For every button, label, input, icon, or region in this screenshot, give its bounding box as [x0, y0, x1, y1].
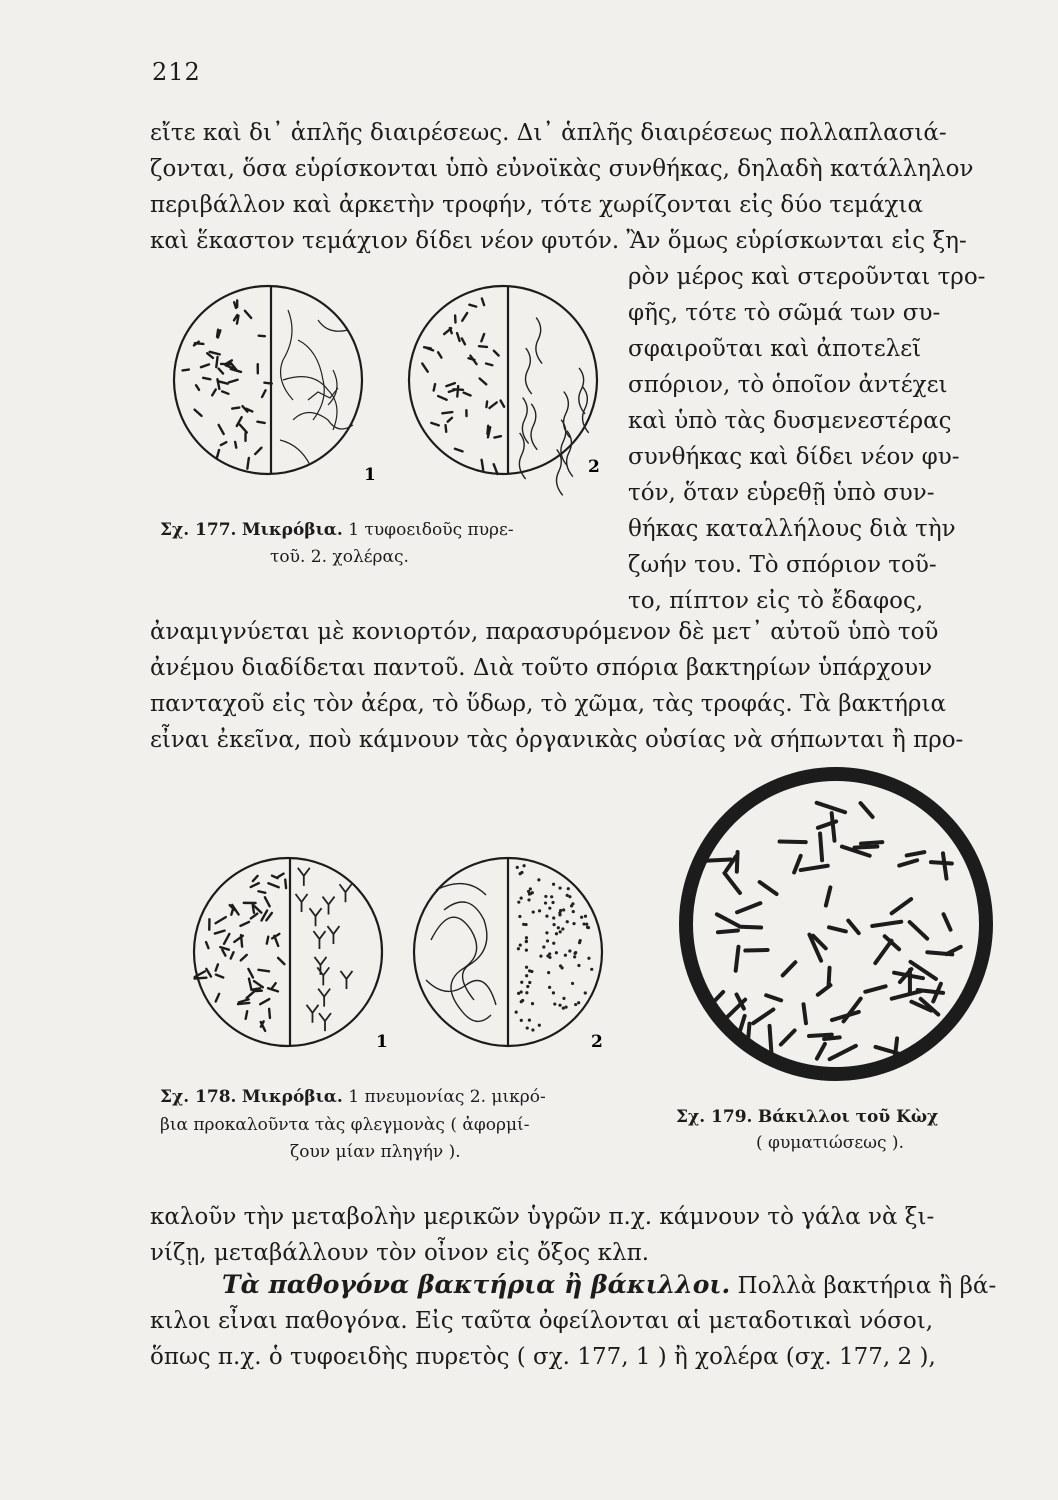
bacillus-mark — [717, 914, 739, 926]
coccus-dot — [585, 923, 588, 926]
coccus-dot — [577, 1001, 580, 1004]
diplococcus-mark — [340, 971, 352, 989]
coccus-dot — [532, 910, 535, 913]
figure-177-caption-line-2: τοῦ. 2. χολέρας. — [270, 547, 409, 567]
bacillus-mark — [865, 986, 885, 991]
bacillus-mark — [820, 833, 822, 860]
side-text-line: σφαιροῦται καὶ ἀποτελεῖ — [628, 336, 922, 362]
bacillus-mark — [486, 363, 492, 365]
bacillus-mark — [481, 334, 484, 341]
bacillus-mark — [829, 968, 830, 986]
bacillus-mark — [724, 873, 739, 893]
section-heading-line — [222, 1270, 996, 1301]
bacillus-mark — [781, 1030, 795, 1044]
diplococcus-mark — [310, 908, 322, 926]
bacillus-mark — [216, 975, 223, 978]
diplococcus-mark — [327, 926, 339, 944]
bacillus-mark — [207, 353, 213, 358]
coccus-dot — [568, 895, 571, 898]
coccus-dot — [584, 915, 587, 918]
diplococcus-mark — [319, 1013, 331, 1031]
side-text-line: σπόριον, τὸ ὁποῖον ἀντέχει — [628, 372, 948, 398]
bacillus-mark — [203, 378, 210, 379]
text-line: περιβάλλον καὶ ἀρκετὴν τροφήν, τότε χωρίζονται εἰς δύο τεμάχια — [150, 192, 924, 218]
bacillus-mark — [486, 401, 487, 407]
bacillus-mark — [469, 305, 476, 307]
text-line: εἴτε καὶ δι᾽ ἁπλῆς διαιρέσεως. Δι᾽ ἁπλῆς διαιρέσεως πολλαπλασιά- — [150, 120, 947, 146]
coccus-dot — [586, 926, 589, 929]
bacillus-mark — [245, 311, 251, 318]
figure-178-title: Μικρόβια. — [241, 1087, 343, 1107]
coccus-dot — [548, 956, 551, 959]
bacillus-mark — [446, 425, 447, 432]
figure-177-illustration — [168, 280, 608, 495]
page-number: 212 — [152, 58, 201, 86]
bacillus-mark — [285, 880, 286, 889]
coccus-dot — [531, 1002, 534, 1005]
comma-bacillus-mark — [536, 318, 542, 364]
bacillus-mark — [241, 955, 247, 960]
bacillus-mark — [241, 935, 242, 947]
bacillus-mark — [740, 927, 761, 928]
bacillus-mark — [826, 887, 830, 905]
coccus-dot — [526, 985, 529, 988]
coccus-dot — [553, 1002, 556, 1005]
bacillus-mark — [457, 333, 459, 341]
coccus-dot — [529, 887, 532, 890]
coccus-dot — [562, 908, 565, 911]
bacillus-mark — [931, 862, 952, 863]
coccus-dot — [582, 922, 585, 925]
coccus-dot — [568, 949, 571, 952]
coccus-dot — [552, 916, 555, 919]
bacillus-mark — [438, 396, 446, 400]
figure-178-caption — [160, 1086, 546, 1108]
coccus-dot — [520, 897, 523, 900]
coccus-dot — [555, 951, 558, 954]
bacillus-mark — [705, 860, 731, 861]
diplococcus-mark — [339, 884, 351, 902]
coccus-dot — [574, 951, 577, 954]
figure-178-illustration — [186, 850, 616, 1060]
coccus-dot — [573, 955, 576, 958]
coccus-dot — [566, 894, 569, 897]
coccus-dot — [525, 949, 528, 952]
figure-177-number-2: 2 — [588, 457, 600, 477]
bacillus-mark — [745, 950, 767, 951]
bacillus-mark — [255, 448, 261, 454]
bacillus-mark — [265, 897, 270, 906]
comma-bacillus-mark — [564, 392, 570, 438]
coccus-dot — [525, 991, 528, 994]
coccus-dot — [545, 931, 548, 934]
coccus-dot — [551, 901, 554, 904]
text-line: ὅπως π.χ. ὁ τυφοειδὴς πυρετὸς ( σχ. 177, 1 ) ἢ χολέρα (σχ. 177, 2 ), — [150, 1344, 936, 1370]
comma-bacillus-mark — [522, 398, 528, 444]
bacillus-mark — [830, 1046, 856, 1059]
coccus-dot — [548, 986, 551, 989]
bacillus-mark — [195, 410, 202, 416]
bacillus-mark — [247, 991, 255, 998]
diplococcus-mark — [298, 868, 310, 886]
bacillus-mark — [770, 1026, 772, 1054]
bacillus-mark — [501, 401, 505, 407]
side-text-line: το, πίπτον εἰς τὸ ἔδαφος, — [628, 588, 924, 614]
bacillus-mark — [737, 852, 738, 872]
side-text-line: φῆς, τότε τὸ σῶμά των συ- — [628, 300, 941, 326]
bacillus-mark — [272, 876, 278, 878]
coccus-dot — [552, 942, 555, 945]
bacillus-mark — [216, 994, 219, 1002]
bacillus-mark — [231, 952, 234, 958]
bacillus-mark — [257, 422, 264, 423]
coccus-dot — [572, 922, 575, 925]
bacillus-mark — [240, 922, 249, 926]
coccus-dot — [558, 1004, 561, 1007]
bacillus-mark — [234, 302, 236, 308]
bacillus-mark — [943, 853, 947, 878]
text-line: καὶ ἕκαστον τεμάχιον δίδει νέον φυτόν. Ἂν ὅμως εὑρίσκωνται εἰς ξη- — [150, 228, 967, 254]
coccus-dot — [564, 954, 567, 957]
bacillus-mark — [861, 803, 873, 817]
bacillus-mark — [251, 914, 257, 919]
bacillus-mark — [783, 962, 796, 975]
coccus-dot — [528, 1019, 531, 1022]
coccus-dot — [530, 970, 533, 973]
coccus-dot — [520, 981, 523, 984]
bacillus-mark — [266, 913, 272, 920]
bacillus-mark — [269, 1009, 270, 1018]
bacillus-mark — [240, 425, 247, 433]
bacillus-mark — [780, 842, 806, 843]
bacillus-mark — [892, 899, 911, 913]
side-text-line: συνθήκας καὶ δίδει νέον φυ- — [628, 444, 960, 470]
bacillus-mark — [196, 385, 199, 390]
bacillus-mark — [262, 390, 265, 397]
side-text-line: ζωήν του. Τὸ σπόριον τοῦ- — [628, 552, 937, 578]
figure-178-label: Σχ. 178. — [160, 1087, 237, 1107]
diplococcus-mark — [323, 897, 335, 915]
bacillus-mark — [422, 364, 427, 372]
coccus-dot — [552, 923, 555, 926]
coccus-dot — [574, 1003, 577, 1006]
bacillus-mark — [438, 352, 441, 357]
figure-178-caption-line-2: βια προκαλοῦντα τὰς φλεγμονὰς ( ἀφορμί- — [160, 1115, 530, 1135]
text-line: νίζῃ, μεταβάλλουν τὸν οἶνον εἰς ὄξος κλπ. — [150, 1240, 650, 1266]
coccus-dot — [547, 971, 550, 974]
bacillus-mark — [434, 384, 435, 390]
text-line: πανταχοῦ εἰς τὸν ἀέρα, τὸ ὕδωρ, τὸ χῶμα, τὰς τροφάς. Τὰ βακτήρια — [150, 691, 947, 717]
coccus-dot — [525, 940, 528, 943]
text-line: καλοῦν τὴν μεταβολὴν μερικῶν ὑγρῶν π.χ. κάμνουν τὸ γάλα νὰ ξι- — [150, 1204, 935, 1230]
figure-178-text-1: 1 πνευμονίας 2. μικρό- — [348, 1087, 546, 1107]
bacillus-mark — [216, 964, 218, 970]
bacillus-mark — [267, 937, 268, 944]
coccus-dot — [546, 939, 549, 942]
comma-bacillus-mark — [526, 348, 532, 394]
coccus-dot — [544, 895, 547, 898]
bacillus-mark — [892, 991, 922, 999]
coccus-dot — [590, 968, 593, 971]
side-text-line: καὶ ὑπὸ τὰς δυσμενεστέρας — [628, 408, 952, 434]
coccus-dot — [518, 915, 521, 918]
bacillus-mark — [249, 979, 252, 990]
diplococcus-mark — [296, 894, 308, 912]
bacillus-mark — [272, 983, 276, 988]
bacillus-mark — [258, 970, 269, 971]
bacillus-mark — [258, 891, 265, 893]
bacillus-mark — [206, 969, 211, 977]
bacillus-mark — [251, 883, 259, 887]
bacillus-mark — [907, 852, 925, 855]
diplococcus-mark — [317, 967, 329, 985]
bacillus-mark — [737, 903, 760, 912]
coccus-dot — [516, 866, 519, 869]
coccus-dot — [566, 920, 569, 923]
figure-179-illustration — [678, 766, 998, 1096]
bacillus-mark — [753, 1009, 773, 1023]
bacillus-mark — [494, 351, 499, 356]
coccus-dot — [519, 944, 522, 947]
bacillus-mark — [222, 391, 228, 393]
bacillus-mark — [252, 988, 260, 989]
coccus-dot — [557, 926, 560, 929]
bacillus-mark — [809, 1035, 832, 1036]
bacillus-mark — [219, 369, 224, 374]
bacillus-mark — [899, 860, 917, 865]
bacillus-mark — [848, 921, 858, 934]
coccus-dot — [550, 895, 553, 898]
bacillus-mark — [260, 999, 269, 1004]
figure-177-label: Σχ. 177. — [160, 520, 237, 540]
coccus-dot — [571, 982, 574, 985]
coccus-dot — [559, 964, 562, 967]
bacillus-mark — [264, 383, 271, 384]
bacillus-mark — [216, 357, 217, 367]
coccus-dot — [562, 997, 565, 1000]
bacillus-mark — [872, 922, 901, 926]
bacillus-mark — [448, 418, 452, 422]
coccus-dot — [526, 1026, 529, 1029]
bacillus-mark — [801, 866, 828, 870]
bacillus-mark — [747, 1024, 749, 1048]
bacillus-mark — [431, 423, 438, 426]
coccus-dot — [562, 1007, 565, 1010]
bacillus-mark — [253, 906, 254, 913]
coccus-dot — [525, 974, 528, 977]
bacillus-mark — [457, 386, 458, 396]
bacillus-mark — [462, 313, 467, 321]
bacillus-mark — [212, 389, 216, 395]
bacillus-mark — [278, 958, 284, 964]
bacillus-mark — [818, 985, 831, 995]
bacillus-mark — [216, 917, 226, 923]
coccus-dot — [571, 902, 574, 905]
coccus-dot — [552, 883, 555, 886]
coccus-dot — [559, 930, 562, 933]
bacillus-mark — [268, 988, 278, 991]
bacillus-mark — [861, 842, 882, 843]
bacillus-mark — [215, 931, 225, 934]
coccus-dot — [567, 887, 570, 890]
bacillus-mark — [183, 370, 189, 371]
bacillus-mark — [832, 813, 835, 841]
figure-178-number-1: 1 — [376, 1032, 388, 1052]
coccus-dot — [558, 886, 561, 889]
figure-178-caption-line-3: ζουν μίαν πληγήν ). — [290, 1142, 461, 1162]
bacillus-mark — [229, 380, 238, 383]
coccus-dot — [527, 898, 530, 901]
bacillus-mark — [268, 883, 278, 887]
coccus-dot — [517, 901, 520, 904]
coccus-dot — [515, 1011, 518, 1014]
coccus-dot — [520, 1000, 523, 1003]
bacillus-mark — [426, 348, 433, 350]
coccus-dot — [587, 957, 590, 960]
bacillus-mark — [944, 914, 951, 929]
coccus-dot — [544, 901, 547, 904]
bacillus-mark — [232, 408, 239, 409]
figure-177-number-1: 1 — [364, 465, 376, 485]
text-line: κιλοι εἶναι παθογόνα. Εἰς ταῦτα ὀφείλονται αἱ μεταδοτικαὶ νόσοι, — [150, 1308, 934, 1334]
comma-bacillus-mark — [579, 368, 585, 414]
text-line: εἶναι ἐκεῖνα, ποὺ κάμνουν τὰς ὀργανικὰς οὐσίας νὰ σήπωνται ἢ προ- — [150, 727, 964, 753]
coccus-dot — [548, 907, 551, 910]
coccus-dot — [580, 916, 583, 919]
bacillus-mark — [464, 393, 471, 396]
figure-179-title: Βάκιλλοι τοῦ Κὼχ — [757, 1107, 939, 1127]
coccus-dot — [520, 1019, 523, 1022]
section-heading-rest: Πολλὰ βακτήρια ἢ βά- — [737, 1273, 997, 1299]
bacillus-mark — [201, 364, 209, 367]
bacillus-mark — [219, 425, 224, 434]
coccus-dot — [539, 955, 542, 958]
bacillus-mark — [824, 1037, 840, 1039]
bacillus-mark — [817, 803, 845, 812]
coccus-dot — [538, 1024, 541, 1027]
coccus-dot — [519, 872, 522, 875]
side-text-line: ρὸν μέρος καὶ στεροῦνται τρο- — [628, 264, 986, 290]
coccus-dot — [537, 878, 540, 881]
bacillus-mark — [221, 442, 226, 445]
bacillus-mark — [455, 449, 463, 452]
bacillus-mark — [875, 941, 891, 963]
coccus-dot — [545, 915, 548, 918]
figure-178-number-2: 2 — [591, 1032, 603, 1052]
bacillus-mark — [718, 930, 738, 932]
bacillus-mark — [253, 876, 258, 881]
bacillus-mark — [817, 1044, 825, 1059]
bacillus-mark — [453, 389, 463, 390]
coccus-dot — [555, 932, 558, 935]
coccus-dot — [525, 936, 528, 939]
diplococcus-mark — [318, 989, 330, 1007]
bacillus-mark — [235, 442, 236, 448]
figure-179-caption — [676, 1106, 938, 1128]
bacillus-mark — [855, 847, 878, 848]
bacillus-mark — [217, 450, 219, 458]
bacillus-mark — [239, 999, 249, 1002]
coccus-dot — [528, 981, 531, 984]
coccus-dot — [542, 945, 545, 948]
coccus-dot — [517, 992, 520, 995]
bacillus-mark — [210, 352, 220, 355]
bacillus-mark — [760, 882, 777, 894]
bacillus-mark — [736, 947, 739, 971]
bacillus-mark — [446, 383, 455, 386]
bacillus-mark — [844, 999, 861, 1022]
bacillus-mark — [278, 874, 283, 877]
bacillus-mark — [804, 1004, 806, 1023]
bacillus-mark — [829, 927, 846, 931]
bacillus-mark — [489, 402, 496, 408]
bacillus-mark — [206, 942, 208, 948]
bacillus-mark — [482, 299, 484, 306]
bacillus-mark — [479, 346, 487, 347]
bacillus-mark — [222, 950, 225, 956]
side-text-line: τόν, ὅταν εὑρεθῇ ὑπὸ συν- — [628, 480, 935, 506]
coccus-dot — [558, 911, 561, 914]
bacillus-mark — [248, 969, 253, 978]
coccus-dot — [572, 910, 575, 913]
coccus-dot — [529, 892, 532, 895]
coccus-dot — [584, 991, 587, 994]
coccus-dot — [577, 964, 580, 967]
bacillus-mark — [195, 343, 204, 344]
diplococcus-mark — [313, 931, 325, 949]
figure-177-title: Μικρόβια. — [241, 520, 343, 540]
side-text-line: θήκας καταλλήλους διὰ τὴν — [628, 516, 956, 542]
comma-bacillus-mark — [531, 404, 537, 450]
bacillus-mark — [231, 909, 233, 915]
figure-177-text-1: 1 τυφοειδοῦς πυρε- — [348, 520, 514, 540]
text-line: ἀναμιγνύεται μὲ κονιορτόν, παρασυρόμενον δὲ μετ᾽ αὐτοῦ ὑπὸ τοῦ — [150, 619, 939, 645]
bacillus-mark — [224, 934, 229, 944]
coccus-dot — [525, 966, 528, 969]
bacillus-mark — [766, 995, 781, 1000]
bacillus-mark — [247, 458, 249, 469]
figure-179-caption-line-2: ( φυματιώσεως ). — [756, 1133, 904, 1153]
coccus-dot — [579, 939, 582, 942]
text-line: ζονται, ὅσα εὑρίσκονται ὑπὸ εὐνοϊκὰς συνθήκας, δηλαδὴ κατάλληλον — [150, 156, 974, 182]
bacillus-mark — [482, 460, 484, 470]
text-line: ἀνέμου διαδίδεται παντοῦ. Διὰ τοῦτο σπόρια βακτηρίων ὑπάρχουν — [150, 655, 933, 681]
coccus-dot — [564, 1006, 567, 1009]
figure-177-caption — [160, 519, 514, 541]
bacillus-mark — [910, 922, 928, 939]
coccus-dot — [538, 909, 541, 912]
bacillus-mark — [195, 978, 207, 979]
coccus-dot — [517, 947, 520, 950]
bacillus-mark — [462, 338, 465, 344]
section-heading: Τὰ παθογόνα βακτήρια ἢ βάκιλλοι. — [222, 1270, 731, 1299]
coccus-dot — [531, 1028, 534, 1031]
bacillus-mark — [480, 379, 487, 385]
bacillus-mark — [494, 436, 500, 437]
bacillus-mark — [442, 412, 452, 413]
diplococcus-mark — [306, 1005, 318, 1023]
coccus-dot — [561, 927, 564, 930]
bacillus-mark — [246, 1011, 247, 1019]
coccus-dot — [552, 991, 555, 994]
coccus-dot — [522, 923, 525, 926]
coccus-dot — [522, 864, 525, 867]
figure-179-label: Σχ. 179. — [676, 1107, 753, 1127]
bacillus-mark — [254, 981, 263, 987]
